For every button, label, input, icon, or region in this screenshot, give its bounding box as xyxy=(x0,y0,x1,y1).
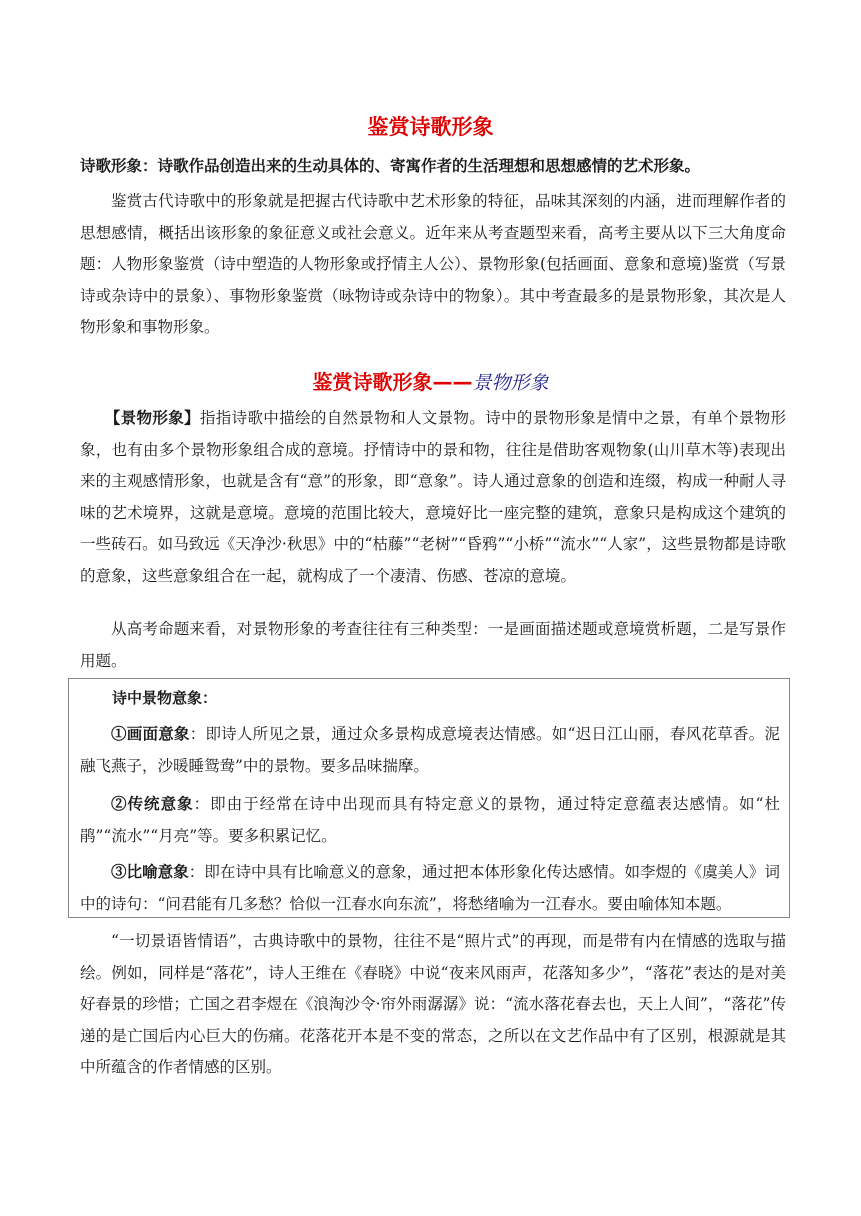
subtitle-main: 鉴赏诗歌形象—— xyxy=(312,370,473,394)
imagery-item-label: ②传统意象 xyxy=(111,794,194,813)
scenery-paragraph xyxy=(80,402,786,592)
imagery-item-label: ③比喻意象 xyxy=(111,862,189,881)
closing-paragraph: “一切景语皆情语”，古典诗歌中的景物，往往不是“照片式”的再现，而是带有内在情感的选取与描绘。例如，同样是“落花”，诗人王维在《春晓》中说“夜来风雨声，花落知多少”，“落花”表达的是对美好春景的珍惜；亡国之君李煜在《浪淘沙令·帘外雨潺潺》说：“流水落花春去也，天上人间”，“落花”传递的是亡国后内心巨大的伤痛。花落花开本是不变的常态，之所以在文艺作品中有了区别，根源就是其中所蕴含的作者情感的区别。 xyxy=(80,932,786,1076)
section-subtitle xyxy=(0,366,861,400)
page-title: 鉴赏诗歌形象 xyxy=(367,115,494,139)
subtitle-sub: 景物形象 xyxy=(472,372,549,394)
scenery-lead: 【景物形象】 xyxy=(104,408,200,427)
definition-line: 诗歌形象：诗歌作品创造出来的生动具体的、寄寓作者的生活理想和思想感情的艺术形象。 xyxy=(80,157,701,175)
imagery-item xyxy=(80,856,780,920)
imagery-item-label: ①画面意象 xyxy=(111,724,190,743)
scenery-text: 指指诗歌中描绘的自然景物和人文景物。诗中的景物形象是情中之景，有单个景物形象，也有由多个景物形象组合成的意境。抒情诗中的景和物，往往是借助客观物象(山川草木等)表现出来的主观感情形象，也就是含有“意”的形象，即“意象”。诗人通过意象的创造和连缀，构成一种耐人寻味的艺术境界，这就是意境。意境的范围比较大，意境好比一座完整的建筑，意象只是构成这个建筑的一些砖石。如马致远《天净沙·秋思》中的“枯藤”“老树”“昏鸦”“小桥”“流水”“人家”，这些景物都是诗歌的意象，这些意象组合在一起，就构成了一个凄清、伤感、苍凉的意境。 xyxy=(80,409,786,585)
imagery-item-text: ：即诗人所见之景，通过众多景构成意境表达情感。如“迟日江山丽，春风花草香。泥融飞燕子，沙暖睡鸳鸯”中的景物。要多品味揣摩。 xyxy=(80,725,780,775)
imagery-item xyxy=(80,788,780,852)
question-types-paragraph: 从高考命题来看，对景物形象的考查往往有三种类型：一是画面描述题或意境赏析题，二是写景作用题。 xyxy=(80,620,786,670)
imagery-item-text: ：即在诗中具有比喻意义的意象，通过把本体形象化传达感情。如李煜的《虞美人》词中的诗句：“问君能有几多愁？恰似一江春水向东流”，将愁绪喻为一江春水。要由喻体知本题。 xyxy=(80,863,780,913)
imagery-item xyxy=(80,718,780,782)
intro-paragraph: 鉴赏古代诗歌中的形象就是把握古代诗歌中艺术形象的特征，品味其深刻的内涵，进而理解作者的思想感情，概括出该形象的象征意义或社会意义。近年来从考查题型来看，高考主要从以下三大角度命题：人物形象鉴赏（诗中塑造的人物形象或抒情主人公）、景物形象(包括画面、意象和意境)鉴赏（写景诗或杂诗中的景象）、事物形象鉴赏（咏物诗或杂诗中的物象）。其中考查最多的是景物形象，其次是人物形象和事物形象。 xyxy=(80,192,786,336)
imagery-item-text: ：即由于经常在诗中出现而具有特定意义的景物，通过特定意蕴表达感情。如“杜鹃”“流水”“月亮”等。要多积累记忆。 xyxy=(80,795,780,845)
imagery-box-heading: 诗中景物意象： xyxy=(112,689,218,707)
